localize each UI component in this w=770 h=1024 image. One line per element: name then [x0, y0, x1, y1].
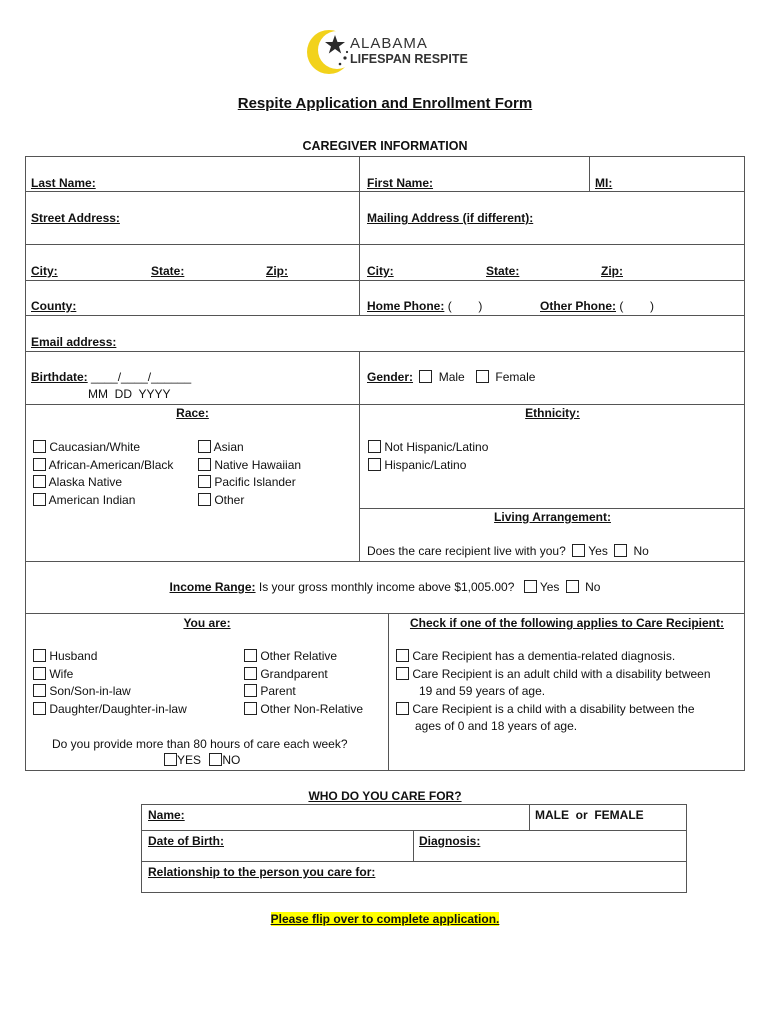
who-care-heading: WHO DO YOU CARE FOR? [308, 789, 462, 803]
living-yes-label: Yes [588, 544, 608, 558]
gender-female-label: Female [495, 370, 536, 384]
state-label-left: State: [151, 264, 185, 278]
mailing-address-label: Mailing Address (if different): [367, 211, 534, 225]
first-name-label: First Name: [367, 176, 434, 190]
relation-option[interactable]: Husband [33, 649, 187, 667]
recipient-sex-label: MALE or FEMALE [535, 808, 644, 822]
living-no-label: No [633, 544, 649, 558]
race-option[interactable]: African-American/Black [33, 458, 173, 476]
race-heading: Race: [176, 406, 209, 420]
race-option[interactable]: Native Hawaiian [198, 458, 301, 476]
relation-option[interactable]: Son/Son-in-law [33, 684, 187, 702]
other-phone-paren: ( ) [619, 299, 655, 313]
adult-child-option[interactable]: Care Recipient is an adult child with a disability between [396, 667, 711, 685]
email-label: Email address: [31, 335, 117, 349]
street-address-label: Street Address: [31, 211, 120, 225]
income-yes-label: Yes [539, 580, 560, 594]
flip-note: Please flip over to complete application. [270, 912, 500, 926]
birthdate-blank: ____/____/______ [91, 370, 192, 384]
check-applies-heading: Check if one of the following applies to Care Recipient: [409, 616, 725, 630]
relation-option[interactable]: Parent [244, 684, 363, 702]
gender-male-label: Male [438, 370, 465, 384]
logo-line-1: ALABAMA [350, 35, 428, 52]
zip-label-left: Zip: [266, 264, 288, 278]
city-label-right: City: [367, 264, 394, 278]
child-option[interactable]: Care Recipient is a child with a disability between the [396, 702, 711, 720]
race-option[interactable]: Caucasian/White [33, 440, 173, 458]
ethnicity-heading: Ethnicity: [525, 406, 580, 420]
recipient-dob-label: Date of Birth: [148, 834, 224, 848]
gender-label: Gender: [367, 370, 414, 384]
you-are-heading: You are: [183, 616, 231, 630]
relation-option[interactable]: Daughter/Daughter-in-law [33, 702, 187, 720]
race-option[interactable]: Alaska Native [33, 475, 173, 493]
city-label-left: City: [31, 264, 58, 278]
logo-line-2: LIFESPAN RESPITE [350, 52, 468, 66]
state-label-right: State: [486, 264, 520, 278]
other-phone-label: Other Phone: [540, 299, 617, 313]
ethnicity-option[interactable]: Hispanic/Latino [368, 458, 488, 476]
home-phone-label: Home Phone: [367, 299, 445, 313]
form-title: Respite Application and Enrollment Form [237, 95, 533, 112]
income-label: Income Range: [169, 580, 256, 594]
birthdate-hint: MM DD YYYY [88, 387, 171, 401]
living-arrangement-heading: Living Arrangement: [494, 510, 611, 524]
recipient-relationship-label: Relationship to the person you care for: [148, 865, 376, 879]
ethnicity-option[interactable]: Not Hispanic/Latino [368, 440, 488, 458]
recipient-name-label: Name: [148, 808, 185, 822]
child-option-cont: ages of 0 and 18 years of age. [415, 719, 578, 733]
income-question: Is your gross monthly income above $1,005.00? [258, 580, 515, 594]
race-option[interactable]: Asian [198, 440, 301, 458]
living-question: Does the care recipient live with you? [367, 544, 566, 558]
mi-label: MI: [595, 176, 613, 190]
income-no-label: No [585, 580, 601, 594]
birthdate-label: Birthdate: [31, 370, 88, 384]
relation-option[interactable]: Other Relative [244, 649, 363, 667]
county-label: County: [31, 299, 77, 313]
dementia-option[interactable]: Care Recipient has a dementia-related diagnosis. [396, 649, 711, 667]
recipient-diagnosis-label: Diagnosis: [419, 834, 481, 848]
last-name-label: Last Name: [31, 176, 96, 190]
zip-label-right: Zip: [601, 264, 623, 278]
hours-question: Do you provide more than 80 hours of care each week? [52, 737, 348, 751]
race-option[interactable]: Pacific Islander [198, 475, 301, 493]
relation-option[interactable]: Other Non-Relative [244, 702, 363, 720]
section-title: CAREGIVER INFORMATION [302, 139, 468, 153]
hours-no-label: NO [222, 753, 241, 767]
home-phone-paren: ( ) [447, 299, 483, 313]
race-option[interactable]: American Indian [33, 493, 173, 511]
hours-yes-label: YES [177, 753, 202, 767]
relation-option[interactable]: Grandparent [244, 667, 363, 685]
relation-option[interactable]: Wife [33, 667, 187, 685]
flip-note-wrap [0, 912, 770, 927]
race-option[interactable]: Other [198, 493, 301, 511]
adult-child-option-cont: 19 and 59 years of age. [419, 684, 546, 698]
